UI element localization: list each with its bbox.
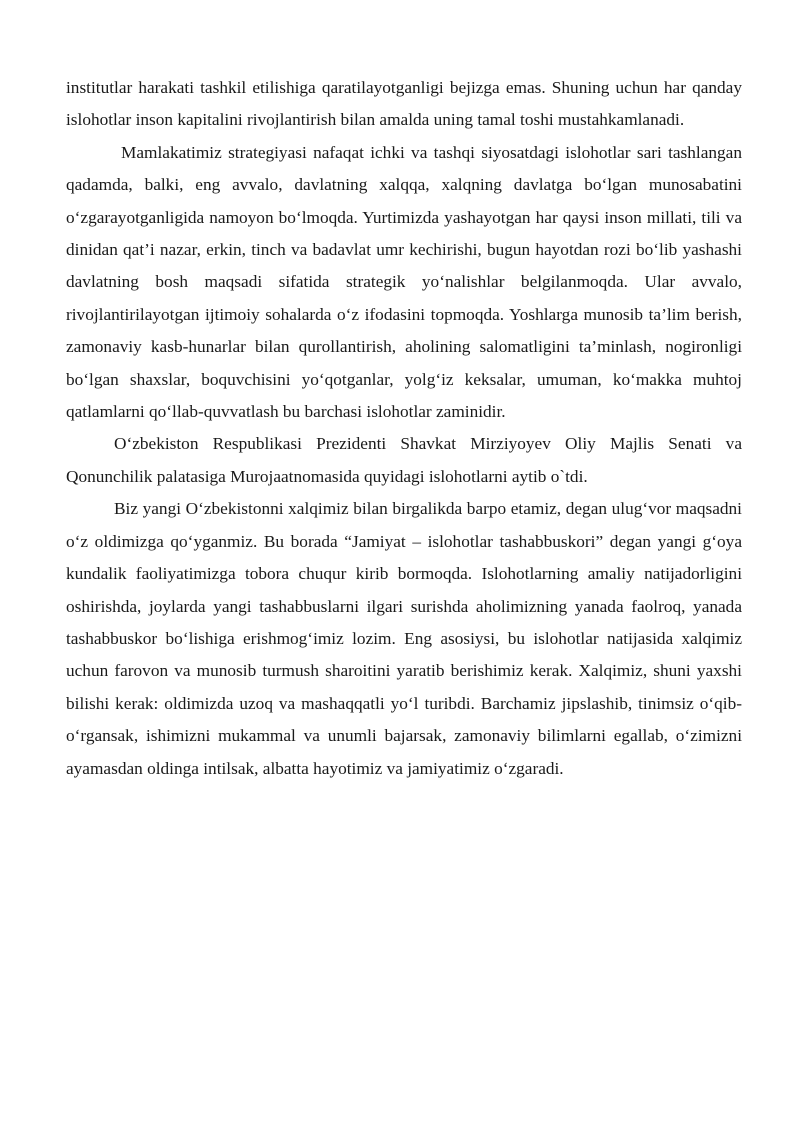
- paragraph-quote: Biz yangi O‘zbekistonni xalqimiz bilan birgalikda barpo etamiz, degan ulug‘vor maqsadni o‘z oldimizga qo‘yganmiz. Bu borada “Jamiyat – islohotlar tashabbuskori” degan yangi g‘oya kundalik faoliyatimizga tobora chuqur kirib bormoqda. Islohotlarning amaliy natijadorligini oshirishda, joylarda yangi tashabbuslarni ilgari surishda aholimizning yanada faolroq, yanada tashabbuskor bo‘lishiga erishmog‘imiz lozim. Eng asosiysi, bu islohotlar natijasida xalqimiz uchun farovon va munosib turmush sharoitini yaratib berishimiz kerak. Xalqimiz, shuni yaxshi bilishi kerak: oldimizda uzoq va mashaqqatli yo‘l turibdi. Barchamiz jipslashib, tinimsiz o‘qib-o‘rgansak, ishimizni mukammal va unumli bajarsak, zamonaviy bilimlarni egallab, o‘zimizni ayamasdan oldinga intilsak, albatta hayotimiz va jamiyatimiz o‘zgaradi.: [66, 499, 742, 778]
- document-page: [66, 72, 742, 785]
- paragraph-strategy: Mamlakatimiz strategiyasi nafaqat ichki va tashqi siyosatdagi islohotlar sari tashlangan qadamda, balki, eng avvalo, davlatning xalqqa, xalqning davlatga bo‘lgan munosabatini o‘zgarayotganligida namoyon bo‘lmoqda. Yurtimizda yashayotgan har qaysi inson millati, tili va dinidan qat’i nazar, erkin, tinch va badavlat umr kechirishi, bugun hayotdan rozi bo‘lib yashashi davlatning bosh maqsadi sifatida strategik yo‘nalishlar belgilanmoqda. Ular avvalo, rivojlantirilayotgan ijtimoiy sohalarda o‘z ifodasini topmoqda. Yoshlarga munosib ta’lim berish, zamonaviy kasb-hunarlar bilan qurollantirish, aholining salomatligini ta’minlash, nogironligi bo‘lgan shaxslar, boquvchisini yo‘qotganlar, yolg‘iz keksalar, umuman, ko‘makka muhtoj qatlamlarni qo‘llab-quvvatlash bu barchasi islohotlar zaminidir.: [66, 142, 742, 422]
- paragraph-continuation: institutlar harakati tashkil etilishiga qaratilayotganligi bejizga emas. Shuning uchun har qanday islohotlar inson kapitalini rivojlantirish bilan amalda uning tamal toshi mustahkamlanadi.: [66, 78, 742, 130]
- paragraph-president-address: O‘zbekiston Respublikasi Prezidenti Shavkat Mirziyoyev Oliy Majlis Senati va Qonunchilik palatasiga Murojaatnomasida quyidagi islohotlarni aytib o`tdi.: [66, 434, 742, 486]
